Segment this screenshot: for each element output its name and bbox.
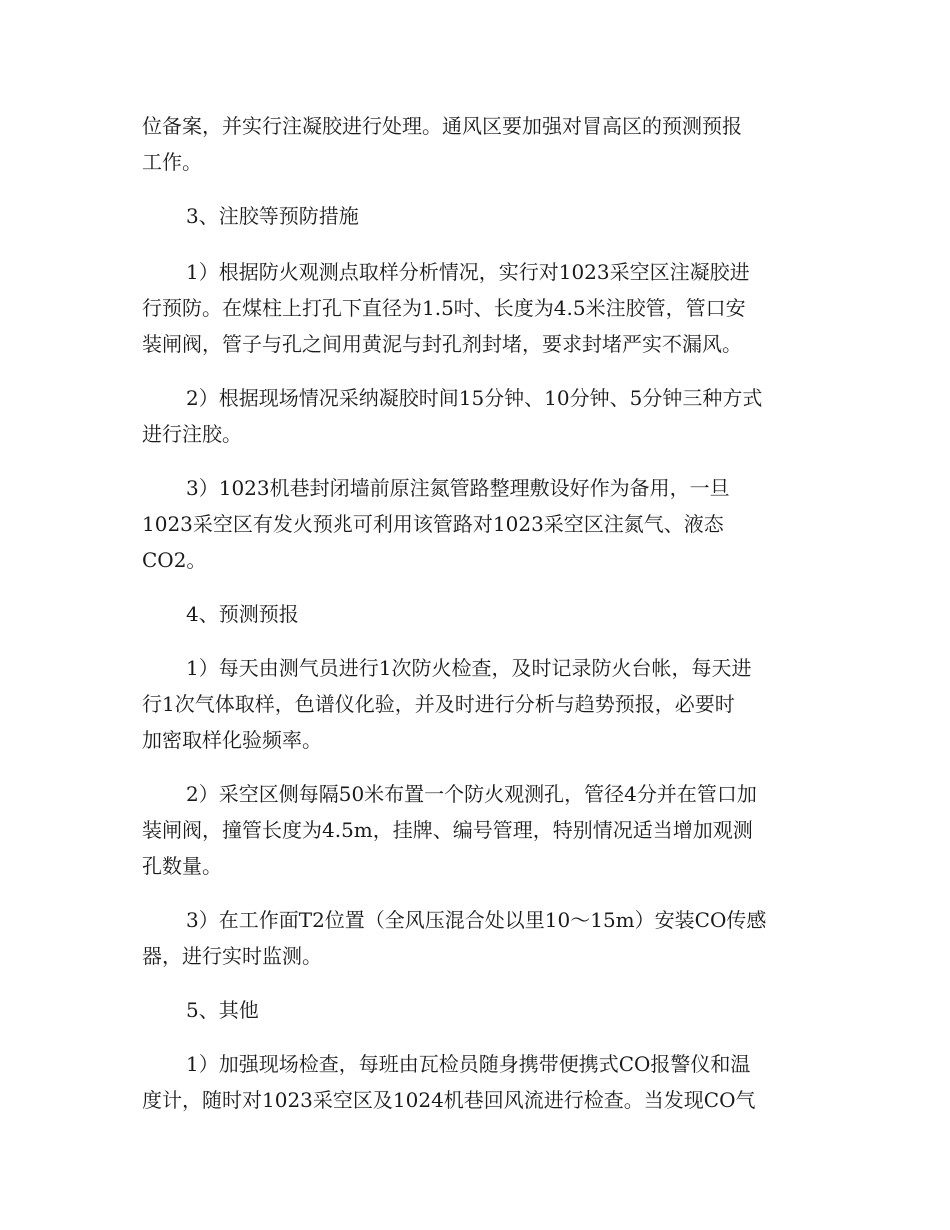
paragraph-line: 1）每天由测气员进行1次防火检查，及时记录防火台帐，每天进	[186, 656, 752, 680]
paragraph-line: 行预防。在煤柱上打孔下直径为1.5吋、长度为4.5米注胶管，管口安	[142, 296, 746, 320]
paragraph-line: 1023采空区有发火预兆可利用该管路对1023采空区注氮气、液态	[142, 512, 724, 536]
paragraph-line: 度计，随时对1023采空区及1024机巷回风流进行检查。当发现CO气	[142, 1088, 756, 1112]
paragraph-line: 孔数量。	[142, 854, 222, 878]
paragraph-line: 进行注胶。	[142, 422, 242, 446]
section-heading: 5、其他	[186, 998, 259, 1022]
paragraph-line: 3）1023机巷封闭墙前原注氮管路整理敷设好作为备用，一旦	[186, 476, 730, 500]
section-heading: 4、预测预报	[186, 602, 299, 626]
paragraph-line: 2）根据现场情况采纳凝胶时间15分钟、10分钟、5分钟三种方式	[186, 386, 763, 410]
paragraph-line: 装闸阀，撞管长度为4.5m，挂牌、编号管理，特别情况适当增加观测	[142, 818, 753, 842]
paragraph-line: 工作。	[142, 150, 202, 174]
paragraph-line: 器，进行实时监测。	[142, 944, 322, 968]
paragraph-line: 位备案，并实行注凝胶进行处理。通风区要加强对冒高区的预测预报	[142, 114, 742, 138]
section-heading: 3、注胶等预防措施	[186, 204, 359, 228]
paragraph-line: CO2。	[142, 548, 207, 572]
paragraph-line: 装闸阀，管子与孔之间用黄泥与封孔剂封堵，要求封堵严实不漏风。	[142, 332, 742, 356]
paragraph-line: 行1次气体取样，色谱仪化验，并及时进行分析与趋势预报，必要时	[142, 692, 735, 716]
paragraph-line: 1）根据防火观测点取样分析情况，实行对1023采空区注凝胶进	[186, 260, 750, 284]
paragraph-line: 2）采空区侧每隔50米布置一个防火观测孔，管径4分并在管口加	[186, 782, 757, 806]
paragraph-line: 3）在工作面T2位置（全风压混合处以里10～15m）安装CO传感	[186, 908, 767, 932]
paragraph-line: 加密取样化验频率。	[142, 728, 322, 752]
paragraph-line: 1）加强现场检查，每班由瓦检员随身携带便携式CO报警仪和温	[186, 1052, 751, 1076]
